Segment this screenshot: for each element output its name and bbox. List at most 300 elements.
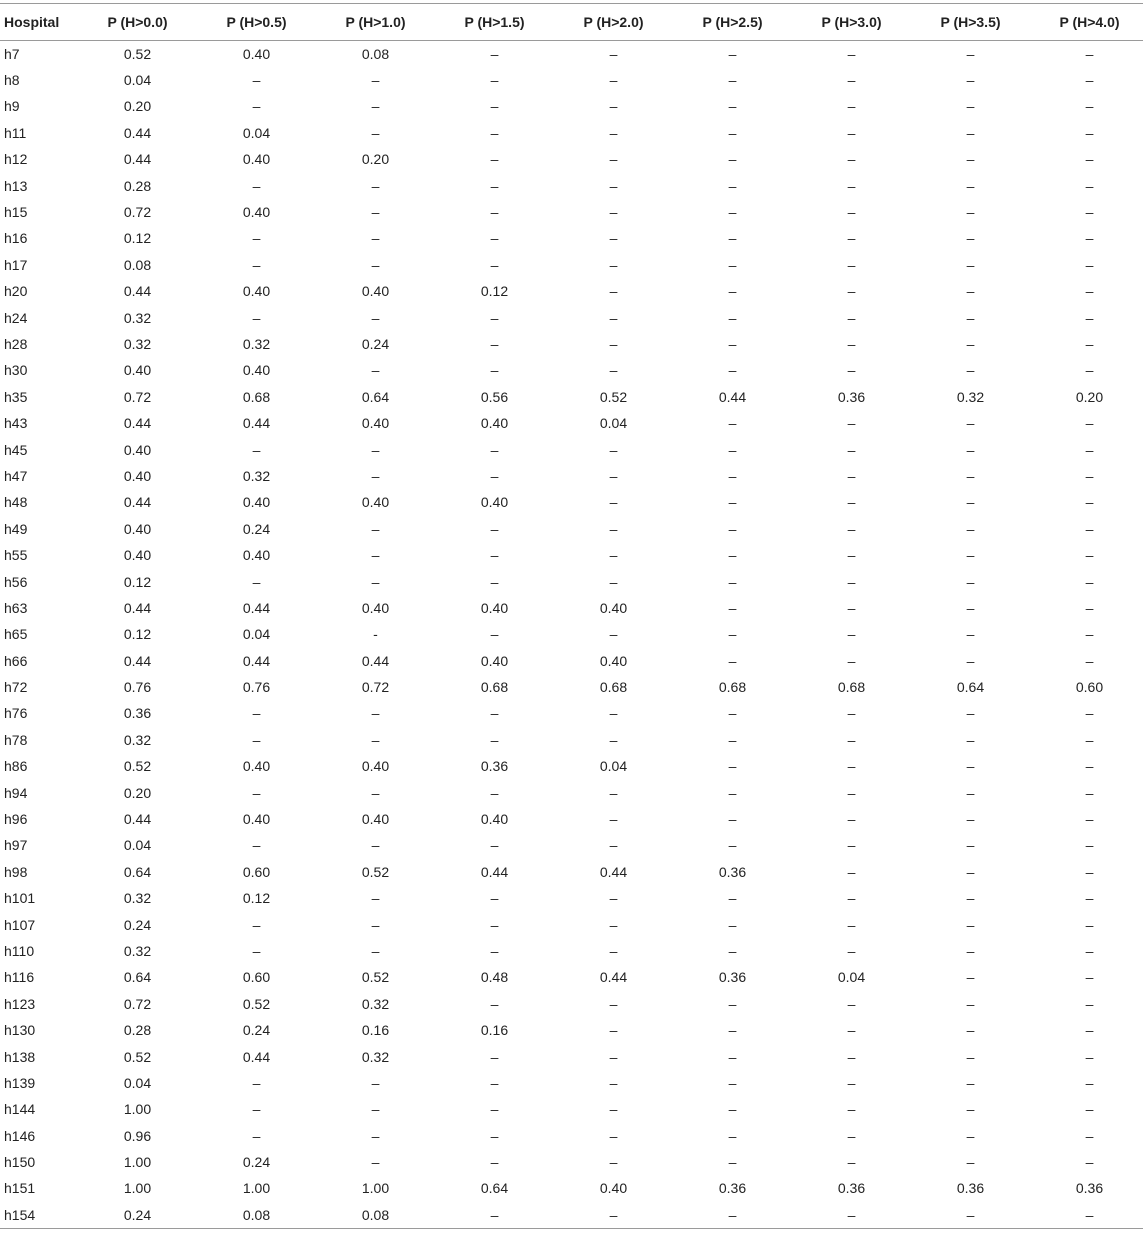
probability-cell: – xyxy=(728,494,737,511)
probability-cell: – xyxy=(966,362,975,379)
hospital-cell: h146 xyxy=(4,1127,36,1144)
hospital-cell: h78 xyxy=(4,731,28,748)
hospital-cell: h138 xyxy=(4,1048,36,1065)
table-row xyxy=(0,595,1143,621)
table-row xyxy=(0,146,1143,172)
hospital-cell: h13 xyxy=(4,177,28,194)
column-header-p-h-1-0: P (H>1.0) xyxy=(316,4,435,41)
table-row xyxy=(0,252,1143,278)
probability-cell: – xyxy=(490,837,499,854)
probability-cell: 0.36 xyxy=(956,1180,985,1197)
hospital-cell: h9 xyxy=(4,98,20,115)
probability-cell: 0.12 xyxy=(242,890,271,907)
probability-cell: – xyxy=(728,1074,737,1091)
hospital-cell: h98 xyxy=(4,863,28,880)
probability-cell: – xyxy=(609,573,618,590)
probability-cell: – xyxy=(490,309,499,326)
probability-cell: – xyxy=(847,98,856,115)
probability-cell: 0.64 xyxy=(123,969,152,986)
probability-cell: – xyxy=(966,124,975,141)
hospital-cell: h101 xyxy=(4,890,36,907)
probability-cell: – xyxy=(371,177,380,194)
probability-cell: - xyxy=(373,626,378,643)
probability-cell: – xyxy=(847,942,856,959)
probability-cell: – xyxy=(847,72,856,89)
probability-cell: 0.72 xyxy=(361,679,390,696)
probability-cell: – xyxy=(252,309,261,326)
probability-cell: – xyxy=(728,652,737,669)
probability-cell: 0.08 xyxy=(197,1202,316,1228)
probability-cell: 0.36 xyxy=(837,388,866,405)
probability-cell: 0.40 xyxy=(242,151,271,168)
probability-cell: 0.24 xyxy=(78,1202,197,1228)
probability-cell: – xyxy=(609,309,618,326)
probability-cell: – xyxy=(847,573,856,590)
probability-cell: – xyxy=(609,467,618,484)
table-row xyxy=(0,885,1143,911)
probability-cell: 0.44 xyxy=(242,415,271,432)
probability-cell: – xyxy=(847,1127,856,1144)
probability-cell: 0.52 xyxy=(123,758,152,775)
hospital-cell: h16 xyxy=(4,230,28,247)
probability-cell: – xyxy=(847,1154,856,1171)
probability-cell: – xyxy=(728,204,737,221)
column-header-p-h-0-0: P (H>0.0) xyxy=(78,4,197,41)
probability-cell: 0.32 xyxy=(123,942,152,959)
probability-cell: 0.04 xyxy=(123,1074,152,1091)
probability-cell: – xyxy=(728,72,737,89)
probability-cell: – xyxy=(847,626,856,643)
hospital-cell: h35 xyxy=(4,388,28,405)
probability-cell: 1.00 xyxy=(123,1101,152,1118)
hospital-cell: h30 xyxy=(4,362,28,379)
probability-cell: – xyxy=(371,362,380,379)
probability-cell: – xyxy=(728,784,737,801)
column-header-hospital: Hospital xyxy=(0,4,78,41)
probability-cell: – xyxy=(252,1127,261,1144)
probability-cell: 0.52 xyxy=(123,1048,152,1065)
probability-cell: 0.40 xyxy=(361,494,390,511)
probability-cell: – xyxy=(1085,72,1094,89)
probability-cell: – xyxy=(728,599,737,616)
probability-cell: – xyxy=(966,520,975,537)
probability-cell: – xyxy=(490,705,499,722)
table-row xyxy=(0,463,1143,489)
probability-cell: – xyxy=(1085,256,1094,273)
probability-cell: – xyxy=(490,72,499,89)
probability-cell: – xyxy=(609,995,618,1012)
probability-cell: 0.40 xyxy=(242,758,271,775)
probability-cell: – xyxy=(371,204,380,221)
column-header-p-h-2-0: P (H>2.0) xyxy=(554,4,673,41)
hospital-cell: h130 xyxy=(4,1022,36,1039)
probability-cell: – xyxy=(490,626,499,643)
probability-cell: – xyxy=(490,151,499,168)
probability-cell: – xyxy=(1085,942,1094,959)
probability-cell: 0.44 xyxy=(242,1048,271,1065)
probability-cell: – xyxy=(847,758,856,775)
hospital-cell: h107 xyxy=(4,916,36,933)
probability-cell: – xyxy=(1085,1074,1094,1091)
probability-cell: – xyxy=(371,547,380,564)
probability-cell: 0.40 xyxy=(599,652,628,669)
table-row xyxy=(0,67,1143,93)
probability-cell: – xyxy=(490,441,499,458)
probability-cell: – xyxy=(490,467,499,484)
probability-cell: – xyxy=(609,837,618,854)
probability-cell: – xyxy=(1085,1048,1094,1065)
table-header xyxy=(0,4,1143,41)
hospital-cell: h48 xyxy=(4,494,28,511)
probability-cell: – xyxy=(371,705,380,722)
probability-cell: 0.32 xyxy=(242,467,271,484)
table-row xyxy=(0,41,1143,67)
probability-cell: 0.44 xyxy=(361,652,390,669)
probability-cell: – xyxy=(371,1101,380,1118)
probability-cell: 0.32 xyxy=(956,388,985,405)
hospital-cell: h12 xyxy=(4,151,28,168)
probability-cell: 0.12 xyxy=(123,573,152,590)
probability-cell: – xyxy=(966,995,975,1012)
probability-cell: – xyxy=(728,45,737,62)
column-header-p-h-0-5: P (H>0.5) xyxy=(197,4,316,41)
probability-cell: – xyxy=(966,1127,975,1144)
probability-cell: 0.40 xyxy=(242,204,271,221)
probability-cell: 0.44 xyxy=(123,652,152,669)
probability-cell: 0.52 xyxy=(361,863,390,880)
probability-cell: – xyxy=(728,441,737,458)
probability-cell: 0.40 xyxy=(599,599,628,616)
hospital-cell: h47 xyxy=(4,467,28,484)
table-row xyxy=(0,516,1143,542)
probability-cell: 0.20 xyxy=(123,784,152,801)
probability-cell: – xyxy=(1085,177,1094,194)
probability-cell: – xyxy=(728,467,737,484)
probability-cell: – xyxy=(609,705,618,722)
probability-cell: – xyxy=(966,204,975,221)
probability-cell: 0.20 xyxy=(123,98,152,115)
probability-cell: – xyxy=(966,916,975,933)
probability-cell: – xyxy=(728,626,737,643)
hospital-cell: h66 xyxy=(4,652,28,669)
probability-cell: – xyxy=(966,890,975,907)
probability-cell: – xyxy=(966,335,975,352)
probability-cell: 0.40 xyxy=(361,599,390,616)
probability-cell: 0.64 xyxy=(956,679,985,696)
table-row xyxy=(0,806,1143,832)
probability-cell: – xyxy=(847,784,856,801)
probability-cell: – xyxy=(728,731,737,748)
probability-cell: – xyxy=(966,441,975,458)
hospital-cell: h151 xyxy=(4,1180,36,1197)
probability-cell: 0.64 xyxy=(361,388,390,405)
probability-cell: – xyxy=(490,916,499,933)
probability-cell: – xyxy=(371,916,380,933)
table-row xyxy=(0,278,1143,304)
probability-cell: – xyxy=(609,811,618,828)
probability-cell: 0.76 xyxy=(123,679,152,696)
probability-cell: – xyxy=(490,1127,499,1144)
hospital-cell: h56 xyxy=(4,573,28,590)
probability-cell: – xyxy=(847,995,856,1012)
probability-cell: – xyxy=(911,1202,1030,1228)
probability-cell: – xyxy=(673,1202,792,1228)
probability-cell: – xyxy=(966,942,975,959)
probability-cell: – xyxy=(609,1101,618,1118)
probability-cell: 0.40 xyxy=(361,283,390,300)
probability-cell: – xyxy=(371,467,380,484)
probability-cell: 0.40 xyxy=(242,362,271,379)
probability-cell: – xyxy=(966,415,975,432)
probability-cell: 0.44 xyxy=(480,863,509,880)
probability-cell: 0.04 xyxy=(599,758,628,775)
probability-cell: – xyxy=(609,1127,618,1144)
probability-cell: – xyxy=(728,995,737,1012)
probability-cell: – xyxy=(728,1048,737,1065)
probability-cell: 0.44 xyxy=(123,494,152,511)
probability-cell: – xyxy=(966,467,975,484)
probability-cell: – xyxy=(609,731,618,748)
probability-cell: 0.40 xyxy=(123,362,152,379)
probability-cell: – xyxy=(847,335,856,352)
table-row xyxy=(0,542,1143,568)
probability-cell: – xyxy=(1085,784,1094,801)
probability-cell: – xyxy=(609,204,618,221)
probability-cell: – xyxy=(1085,652,1094,669)
probability-cell: – xyxy=(728,811,737,828)
table-row xyxy=(0,964,1143,990)
probability-cell: – xyxy=(609,1048,618,1065)
probability-cell: – xyxy=(1085,811,1094,828)
probability-cell: – xyxy=(371,124,380,141)
probability-cell: – xyxy=(609,98,618,115)
probability-cell: 0.60 xyxy=(1075,679,1104,696)
probability-cell: 0.08 xyxy=(361,45,390,62)
probability-cell: 0.44 xyxy=(123,599,152,616)
probability-cell: – xyxy=(371,731,380,748)
probability-cell: – xyxy=(1085,547,1094,564)
probability-cell: – xyxy=(728,98,737,115)
probability-table-container xyxy=(0,3,1143,1229)
probability-cell: – xyxy=(966,1154,975,1171)
probability-cell: 0.40 xyxy=(599,1180,628,1197)
probability-cell: – xyxy=(252,731,261,748)
table-row xyxy=(0,832,1143,858)
probability-cell: – xyxy=(371,784,380,801)
probability-cell: 0.40 xyxy=(361,758,390,775)
probability-cell: 0.04 xyxy=(242,626,271,643)
probability-cell: – xyxy=(966,811,975,828)
probability-cell: – xyxy=(371,1074,380,1091)
probability-cell: – xyxy=(966,626,975,643)
probability-cell: – xyxy=(490,1048,499,1065)
probability-cell: – xyxy=(371,72,380,89)
probability-cell: – xyxy=(966,230,975,247)
probability-cell: – xyxy=(966,969,975,986)
hospital-cell: h11 xyxy=(4,124,27,141)
table-row xyxy=(0,1017,1143,1043)
probability-cell: – xyxy=(1085,309,1094,326)
probability-cell: 0.60 xyxy=(242,863,271,880)
probability-cell: – xyxy=(252,98,261,115)
probability-cell: – xyxy=(490,1074,499,1091)
probability-cell: – xyxy=(966,599,975,616)
probability-cell: 0.40 xyxy=(480,599,509,616)
probability-cell: – xyxy=(847,811,856,828)
probability-cell: – xyxy=(792,1202,911,1228)
probability-cell: – xyxy=(371,98,380,115)
table-row xyxy=(0,991,1143,1017)
probability-cell: – xyxy=(1085,362,1094,379)
probability-cell: – xyxy=(728,916,737,933)
hospital-cell: h65 xyxy=(4,626,28,643)
probability-cell: – xyxy=(966,1074,975,1091)
probability-cell: – xyxy=(609,942,618,959)
probability-cell: – xyxy=(847,124,856,141)
probability-cell: – xyxy=(609,230,618,247)
probability-cell: – xyxy=(847,151,856,168)
probability-cell: 0.36 xyxy=(837,1180,866,1197)
probability-cell: 0.44 xyxy=(718,388,747,405)
table-row xyxy=(0,225,1143,251)
probability-cell: 0.20 xyxy=(1075,388,1104,405)
probability-cell: 0.60 xyxy=(242,969,271,986)
probability-cell: – xyxy=(847,890,856,907)
probability-cell: – xyxy=(490,177,499,194)
probability-cell: 0.36 xyxy=(480,758,509,775)
probability-cell: – xyxy=(966,1048,975,1065)
table-row xyxy=(0,647,1143,673)
probability-cell: 1.00 xyxy=(123,1154,152,1171)
probability-cell: – xyxy=(1085,151,1094,168)
probability-cell: – xyxy=(966,863,975,880)
probability-cell: – xyxy=(1085,230,1094,247)
probability-cell: – xyxy=(847,520,856,537)
probability-cell: 0.40 xyxy=(242,547,271,564)
probability-cell: – xyxy=(728,520,737,537)
column-header-p-h-4-0: P (H>4.0) xyxy=(1030,4,1143,41)
probability-cell: – xyxy=(490,890,499,907)
probability-cell: – xyxy=(847,230,856,247)
probability-cell: – xyxy=(252,441,261,458)
probability-cell: – xyxy=(1085,731,1094,748)
table-row xyxy=(0,938,1143,964)
probability-cell: – xyxy=(966,573,975,590)
table-row xyxy=(0,779,1143,805)
probability-cell: – xyxy=(1085,969,1094,986)
probability-cell: – xyxy=(728,942,737,959)
probability-cell: 1.00 xyxy=(242,1180,271,1197)
hospital-cell: h144 xyxy=(4,1101,36,1118)
probability-cell: 0.64 xyxy=(123,863,152,880)
probability-cell: – xyxy=(371,520,380,537)
probability-cell: – xyxy=(1085,1127,1094,1144)
probability-cell: – xyxy=(609,335,618,352)
probability-cell: – xyxy=(609,520,618,537)
probability-cell: – xyxy=(1085,494,1094,511)
probability-cell: 0.72 xyxy=(123,204,152,221)
hospital-cell: h63 xyxy=(4,599,28,616)
probability-cell: 0.96 xyxy=(123,1127,152,1144)
probability-cell: – xyxy=(847,863,856,880)
probability-cell: 0.52 xyxy=(242,995,271,1012)
probability-cell: – xyxy=(847,177,856,194)
probability-cell: – xyxy=(252,573,261,590)
probability-cell: 0.04 xyxy=(123,72,152,89)
probability-cell: – xyxy=(966,1101,975,1118)
probability-cell: – xyxy=(847,1074,856,1091)
probability-cell: – xyxy=(371,573,380,590)
table-row xyxy=(0,331,1143,357)
hospital-cell: h154 xyxy=(0,1202,78,1228)
probability-cell: – xyxy=(490,98,499,115)
probability-cell: 0.08 xyxy=(123,256,152,273)
probability-cell: – xyxy=(966,45,975,62)
probability-cell: 0.44 xyxy=(599,969,628,986)
probability-cell: 0.40 xyxy=(242,283,271,300)
probability-cell: – xyxy=(609,626,618,643)
hospital-cell: h139 xyxy=(4,1074,36,1091)
probability-cell: – xyxy=(1085,916,1094,933)
column-header-p-h-3-5: P (H>3.5) xyxy=(911,4,1030,41)
probability-cell: 0.44 xyxy=(242,599,271,616)
probability-cell: – xyxy=(728,309,737,326)
probability-cell: – xyxy=(1085,837,1094,854)
probability-cell: – xyxy=(371,942,380,959)
hospital-cell: h49 xyxy=(4,520,28,537)
probability-cell: – xyxy=(490,124,499,141)
probability-cell: 0.68 xyxy=(599,679,628,696)
probability-cell: – xyxy=(1085,283,1094,300)
probability-cell: – xyxy=(490,256,499,273)
probability-cell: – xyxy=(609,890,618,907)
hospital-cell: h86 xyxy=(4,758,28,775)
probability-cell: 0.44 xyxy=(123,811,152,828)
probability-cell: – xyxy=(966,1022,975,1039)
probability-cell: – xyxy=(371,890,380,907)
column-header-p-h-1-5: P (H>1.5) xyxy=(435,4,554,41)
probability-cell: 0.40 xyxy=(480,811,509,828)
probability-cell: – xyxy=(966,72,975,89)
probability-cell: – xyxy=(490,942,499,959)
probability-cell: – xyxy=(609,45,618,62)
probability-cell: 0.32 xyxy=(123,309,152,326)
probability-cell: – xyxy=(609,1074,618,1091)
hospital-cell: h15 xyxy=(4,204,28,221)
probability-cell: – xyxy=(1085,863,1094,880)
probability-cell: – xyxy=(252,177,261,194)
probability-cell: – xyxy=(490,995,499,1012)
probability-cell: – xyxy=(966,177,975,194)
probability-cell: 0.44 xyxy=(123,283,152,300)
table-row xyxy=(0,93,1143,119)
hospital-cell: h94 xyxy=(4,784,28,801)
probability-cell: – xyxy=(252,916,261,933)
table-row xyxy=(0,911,1143,937)
probability-cell: 0.36 xyxy=(718,1180,747,1197)
probability-cell: – xyxy=(609,1022,618,1039)
probability-cell: – xyxy=(966,494,975,511)
probability-cell: 0.40 xyxy=(361,811,390,828)
probability-cell: – xyxy=(1085,124,1094,141)
probability-cell: – xyxy=(490,784,499,801)
probability-cell: – xyxy=(252,1101,261,1118)
probability-cell: – xyxy=(490,1154,499,1171)
probability-cell: 0.20 xyxy=(361,151,390,168)
probability-cell: – xyxy=(490,45,499,62)
probability-cell: 0.04 xyxy=(242,124,271,141)
probability-cell: – xyxy=(252,256,261,273)
